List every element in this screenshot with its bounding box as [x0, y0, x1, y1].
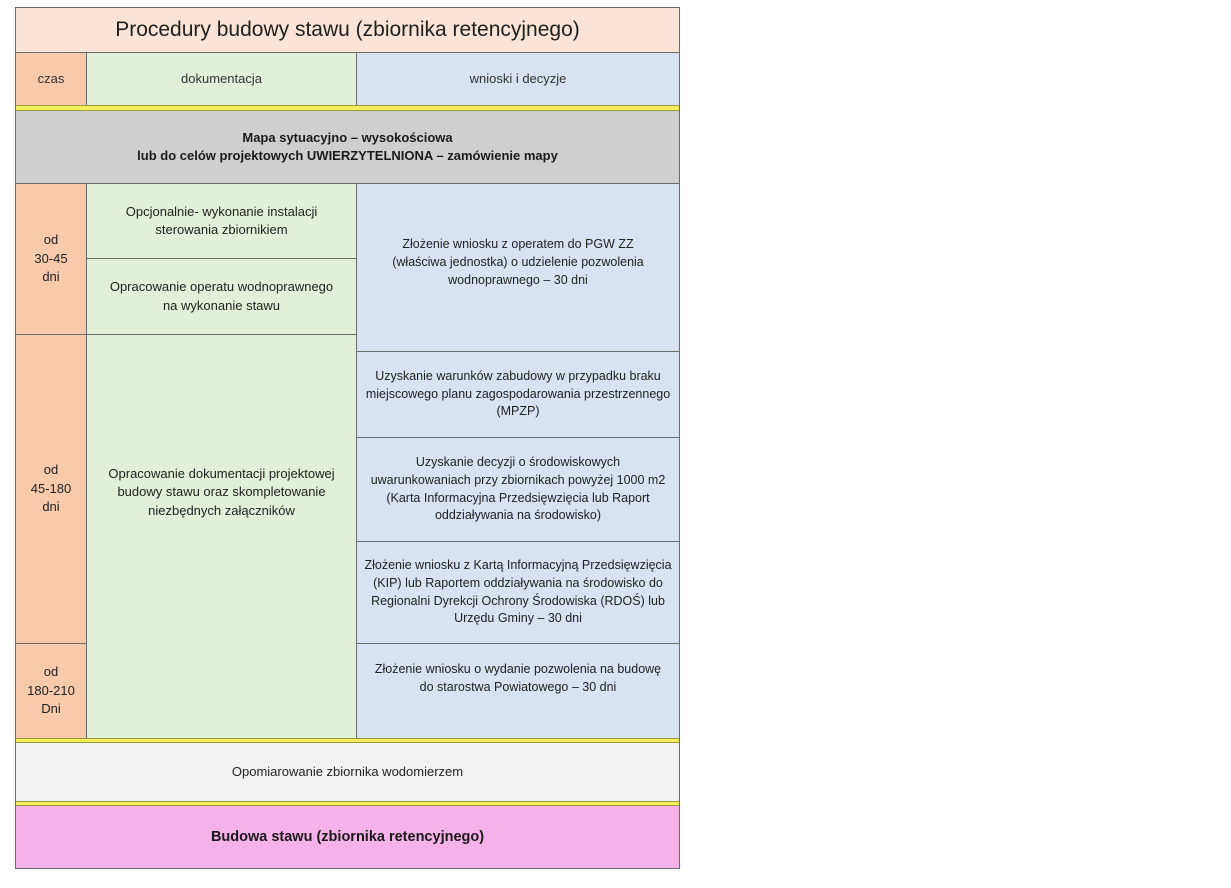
time-stage-2: od 45-180 dni — [16, 335, 87, 644]
decision-environmental: Uzyskanie decyzji o środowiskowych uwarunkowaniach przy zbiornikach powyżej 1000 m2 (Karta Informacyjna Przedsięwzięcia lub Raport oddziaływania na środowisko) — [357, 438, 679, 542]
metering-box: Opomiarowanie zbiornika wodomierzem — [16, 743, 679, 801]
decision-kip-rdos: Złożenie wniosku z Kartą Informacyjną Przedsięwzięcia (KIP) lub Raportem oddziaływania na środowisko do Regionalni Dyrekcji Ochrony Środowiska (RDOŚ) lub Urzędu Gminy – 30 dni — [357, 542, 679, 644]
decision-building-conditions: Uzyskanie warunków zabudowy w przypadku braku miejscowego planu zagospodarowania przestrzennego (MPZP) — [357, 352, 679, 438]
time-stage-1: od 30-45 dni — [16, 184, 87, 335]
header-dokumentacja: dokumentacja — [87, 53, 357, 105]
doc-water-permit-operat: Opracowanie operatu wodnoprawnego na wykonanie stawu — [87, 259, 357, 335]
header-wnioski: wnioski i decyzje — [357, 53, 679, 105]
doc-control-installation: Opcjonalnie- wykonanie instalacji sterowania zbiornikiem — [87, 184, 357, 259]
decision-water-permit: Złożenie wniosku z operatem do PGW ZZ (właściwa jednostka) o udzielenie pozwolenia wodnoprawnego – 30 dni — [357, 184, 679, 352]
diagram-title: Procedury budowy stawu (zbiornika retencyjnego) — [16, 8, 679, 53]
map-order-line-1: Mapa sytuacyjno – wysokościowa — [242, 129, 453, 145]
decision-building-permit: Złożenie wniosku o wydanie pozwolenia na budowę do starostwa Powiatowego – 30 dni — [357, 644, 679, 738]
construction-box: Budowa stawu (zbiornika retencyjnego) — [16, 806, 679, 868]
map-order-line-2: lub do celów projektowych UWIERZYTELNIONA – zamówienie mapy — [137, 148, 558, 163]
procedure-diagram — [15, 7, 680, 869]
header-czas: czas — [16, 53, 87, 105]
time-stage-3: od 180-210 Dni — [16, 644, 87, 738]
map-order-box — [16, 111, 679, 184]
doc-project-documentation: Opracowanie dokumentacji projektowej budowy stawu oraz skompletowanie niezbędnych załączników — [87, 335, 357, 738]
